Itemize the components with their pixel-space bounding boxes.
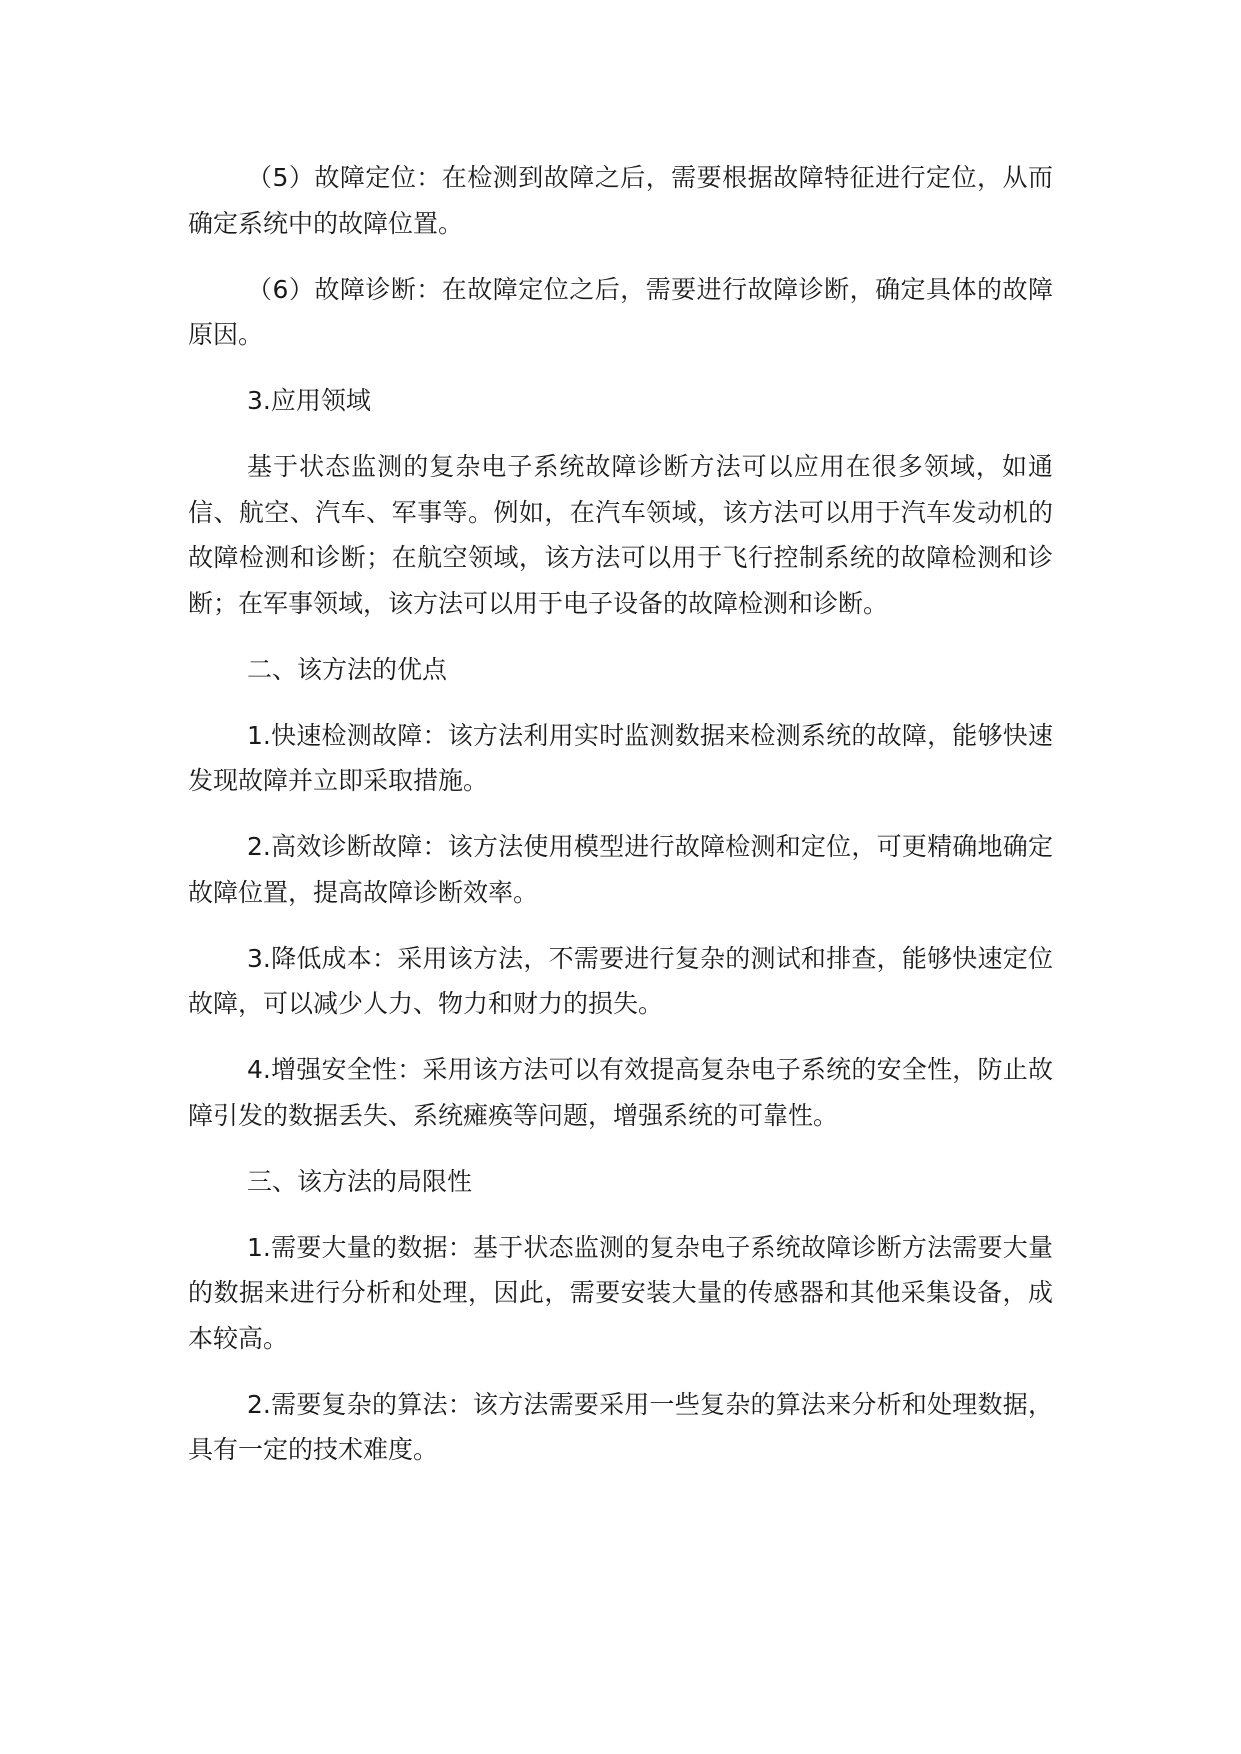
paragraph-limitation-algorithms: 2.需要复杂的算法：该方法需要采用一些复杂的算法来分析和处理数据，具有一定的技术难度。 [188, 1389, 1053, 1464]
paragraph-advantage-lower-cost: 3.降低成本：采用该方法，不需要进行复杂的测试和排查，能够快速定位故障，可以减少人力、物力和财力的损失。 [188, 943, 1053, 1018]
paragraph-advantage-safety: 4.增强安全性：采用该方法可以有效提高复杂电子系统的安全性，防止故障引发的数据丢失、系统瘫痪等问题，增强系统的可靠性。 [188, 1055, 1053, 1130]
paragraph-limitation-data: 1.需要大量的数据：基于状态监测的复杂电子系统故障诊断方法需要大量的数据来进行分析和处理，因此，需要安装大量的传感器和其他采集设备，成本较高。 [188, 1232, 1053, 1353]
heading-advantages: 二、该方法的优点 [247, 654, 448, 684]
paragraph-advantage-fast-detection: 1.快速检测故障：该方法利用实时监测数据来检测系统的故障，能够快速发现故障并立即采取措施。 [188, 720, 1053, 795]
document-body [188, 155, 1053, 1473]
paragraph-fault-location: （5）故障定位：在检测到故障之后，需要根据故障特征进行定位，从而确定系统中的故障位置。 [188, 163, 1053, 238]
paragraph-application-areas: 基于状态监测的复杂电子系统故障诊断方法可以应用在很多领域，如通信、航空、汽车、军事等。例如，在汽车领域，该方法可以用于汽车发动机的故障检测和诊断；在航空领域，该方法可以用于飞行控制系统的故障检测和诊断；在军事领域，该方法可以用于电子设备的故障检测和诊断。 [188, 452, 1053, 618]
paragraph-fault-diagnosis: （6）故障诊断：在故障定位之后，需要进行故障诊断，确定具体的故障原因。 [188, 274, 1053, 349]
heading-limitations: 三、该方法的局限性 [247, 1166, 473, 1196]
paragraph-advantage-efficient-diagnosis: 2.高效诊断故障：该方法使用模型进行故障检测和定位，可更精确地确定故障位置，提高故障诊断效率。 [188, 832, 1053, 907]
heading-application-areas: 3.应用领域 [247, 386, 371, 415]
